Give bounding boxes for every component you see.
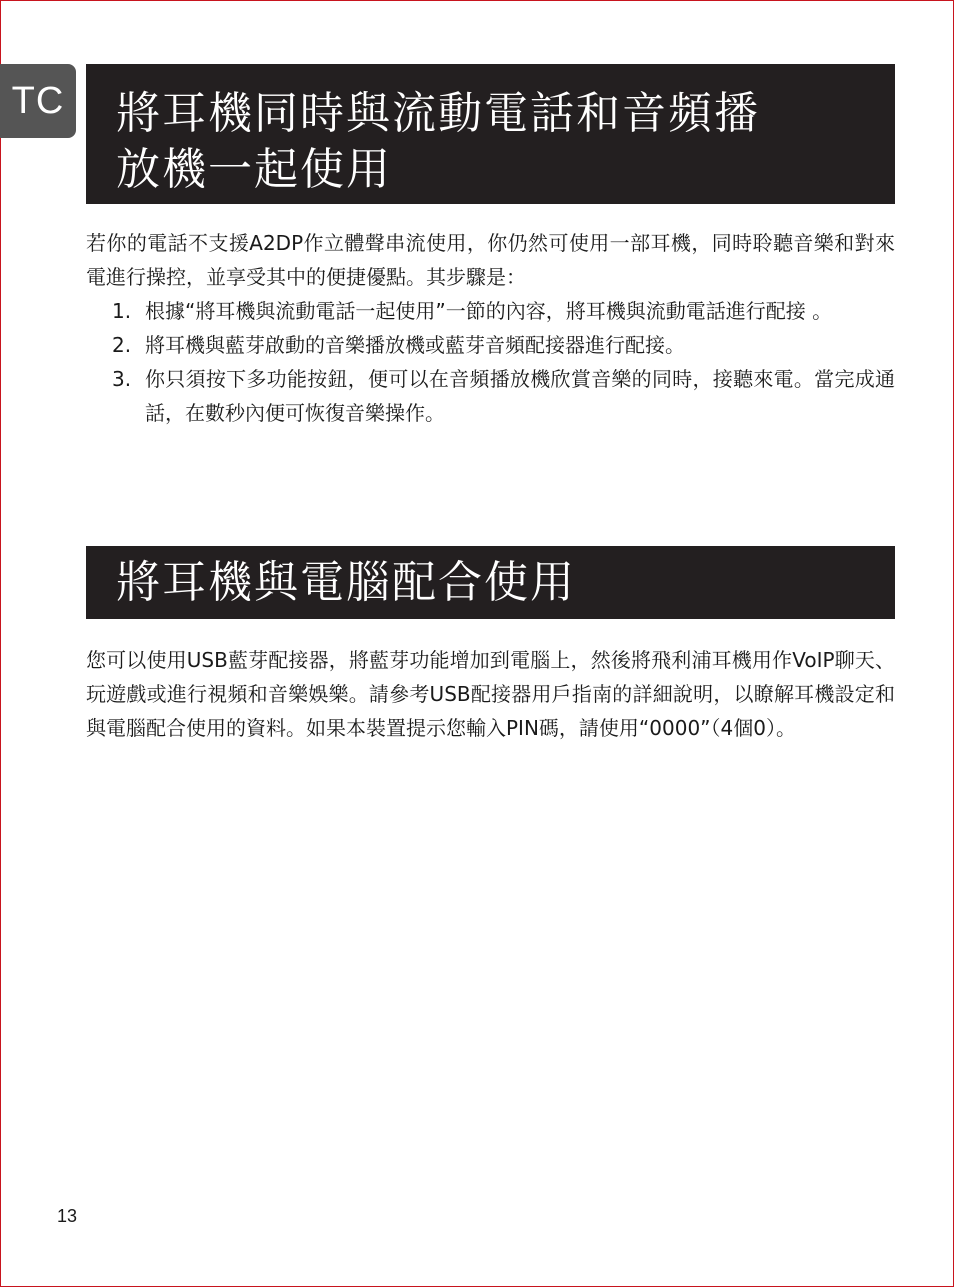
step-item xyxy=(86,362,895,430)
step-item xyxy=(86,328,895,362)
language-tab: TC xyxy=(0,64,76,138)
section1-intro: 若你的電話不支援A2DP作立體聲串流使用，你仍然可使用一部耳機，同時聆聽音樂和對來電進行操控，並享受其中的便捷優點。其步驟是： xyxy=(86,231,895,289)
section1-title-line2: 放機一起使用 xyxy=(116,144,392,195)
step-number: 3. xyxy=(112,367,132,391)
section2-heading: 將耳機與電腦配合使用 xyxy=(86,546,895,619)
section1-heading xyxy=(86,64,895,204)
section1-title-line1: 將耳機同時與流動電話和音頻播 xyxy=(116,88,760,139)
step-number: 1. xyxy=(112,299,132,323)
step-text: 根據“將耳機與流動電話一起使用”一節的內容，將耳機與流動電話進行配接 。 xyxy=(145,299,833,323)
page-number: 13 xyxy=(57,1206,78,1226)
step-item xyxy=(86,294,895,328)
section2-body: 您可以使用USB藍芽配接器，將藍芽功能增加到電腦上，然後將飛利浦耳機用作VoIP聊天、玩遊戲或進行視頻和音樂娛樂。請參考USB配接器用戶指南的詳細說明，以瞭解耳機設定和與電腦配合使用的資料。如果本裝置提示您輸入PIN碼，請使用“0000”（4個0）。 xyxy=(86,648,895,740)
step-text: 你只須按下多功能按鈕，便可以在音頻播放機欣賞音樂的同時，接聽來電。當完成通話，在數秒內便可恢復音樂操作。 xyxy=(145,367,895,425)
step-number: 2. xyxy=(112,333,132,357)
step-text: 將耳機與藍芽啟動的音樂播放機或藍芽音頻配接器進行配接。 xyxy=(145,333,685,357)
section1-steps xyxy=(86,294,895,430)
